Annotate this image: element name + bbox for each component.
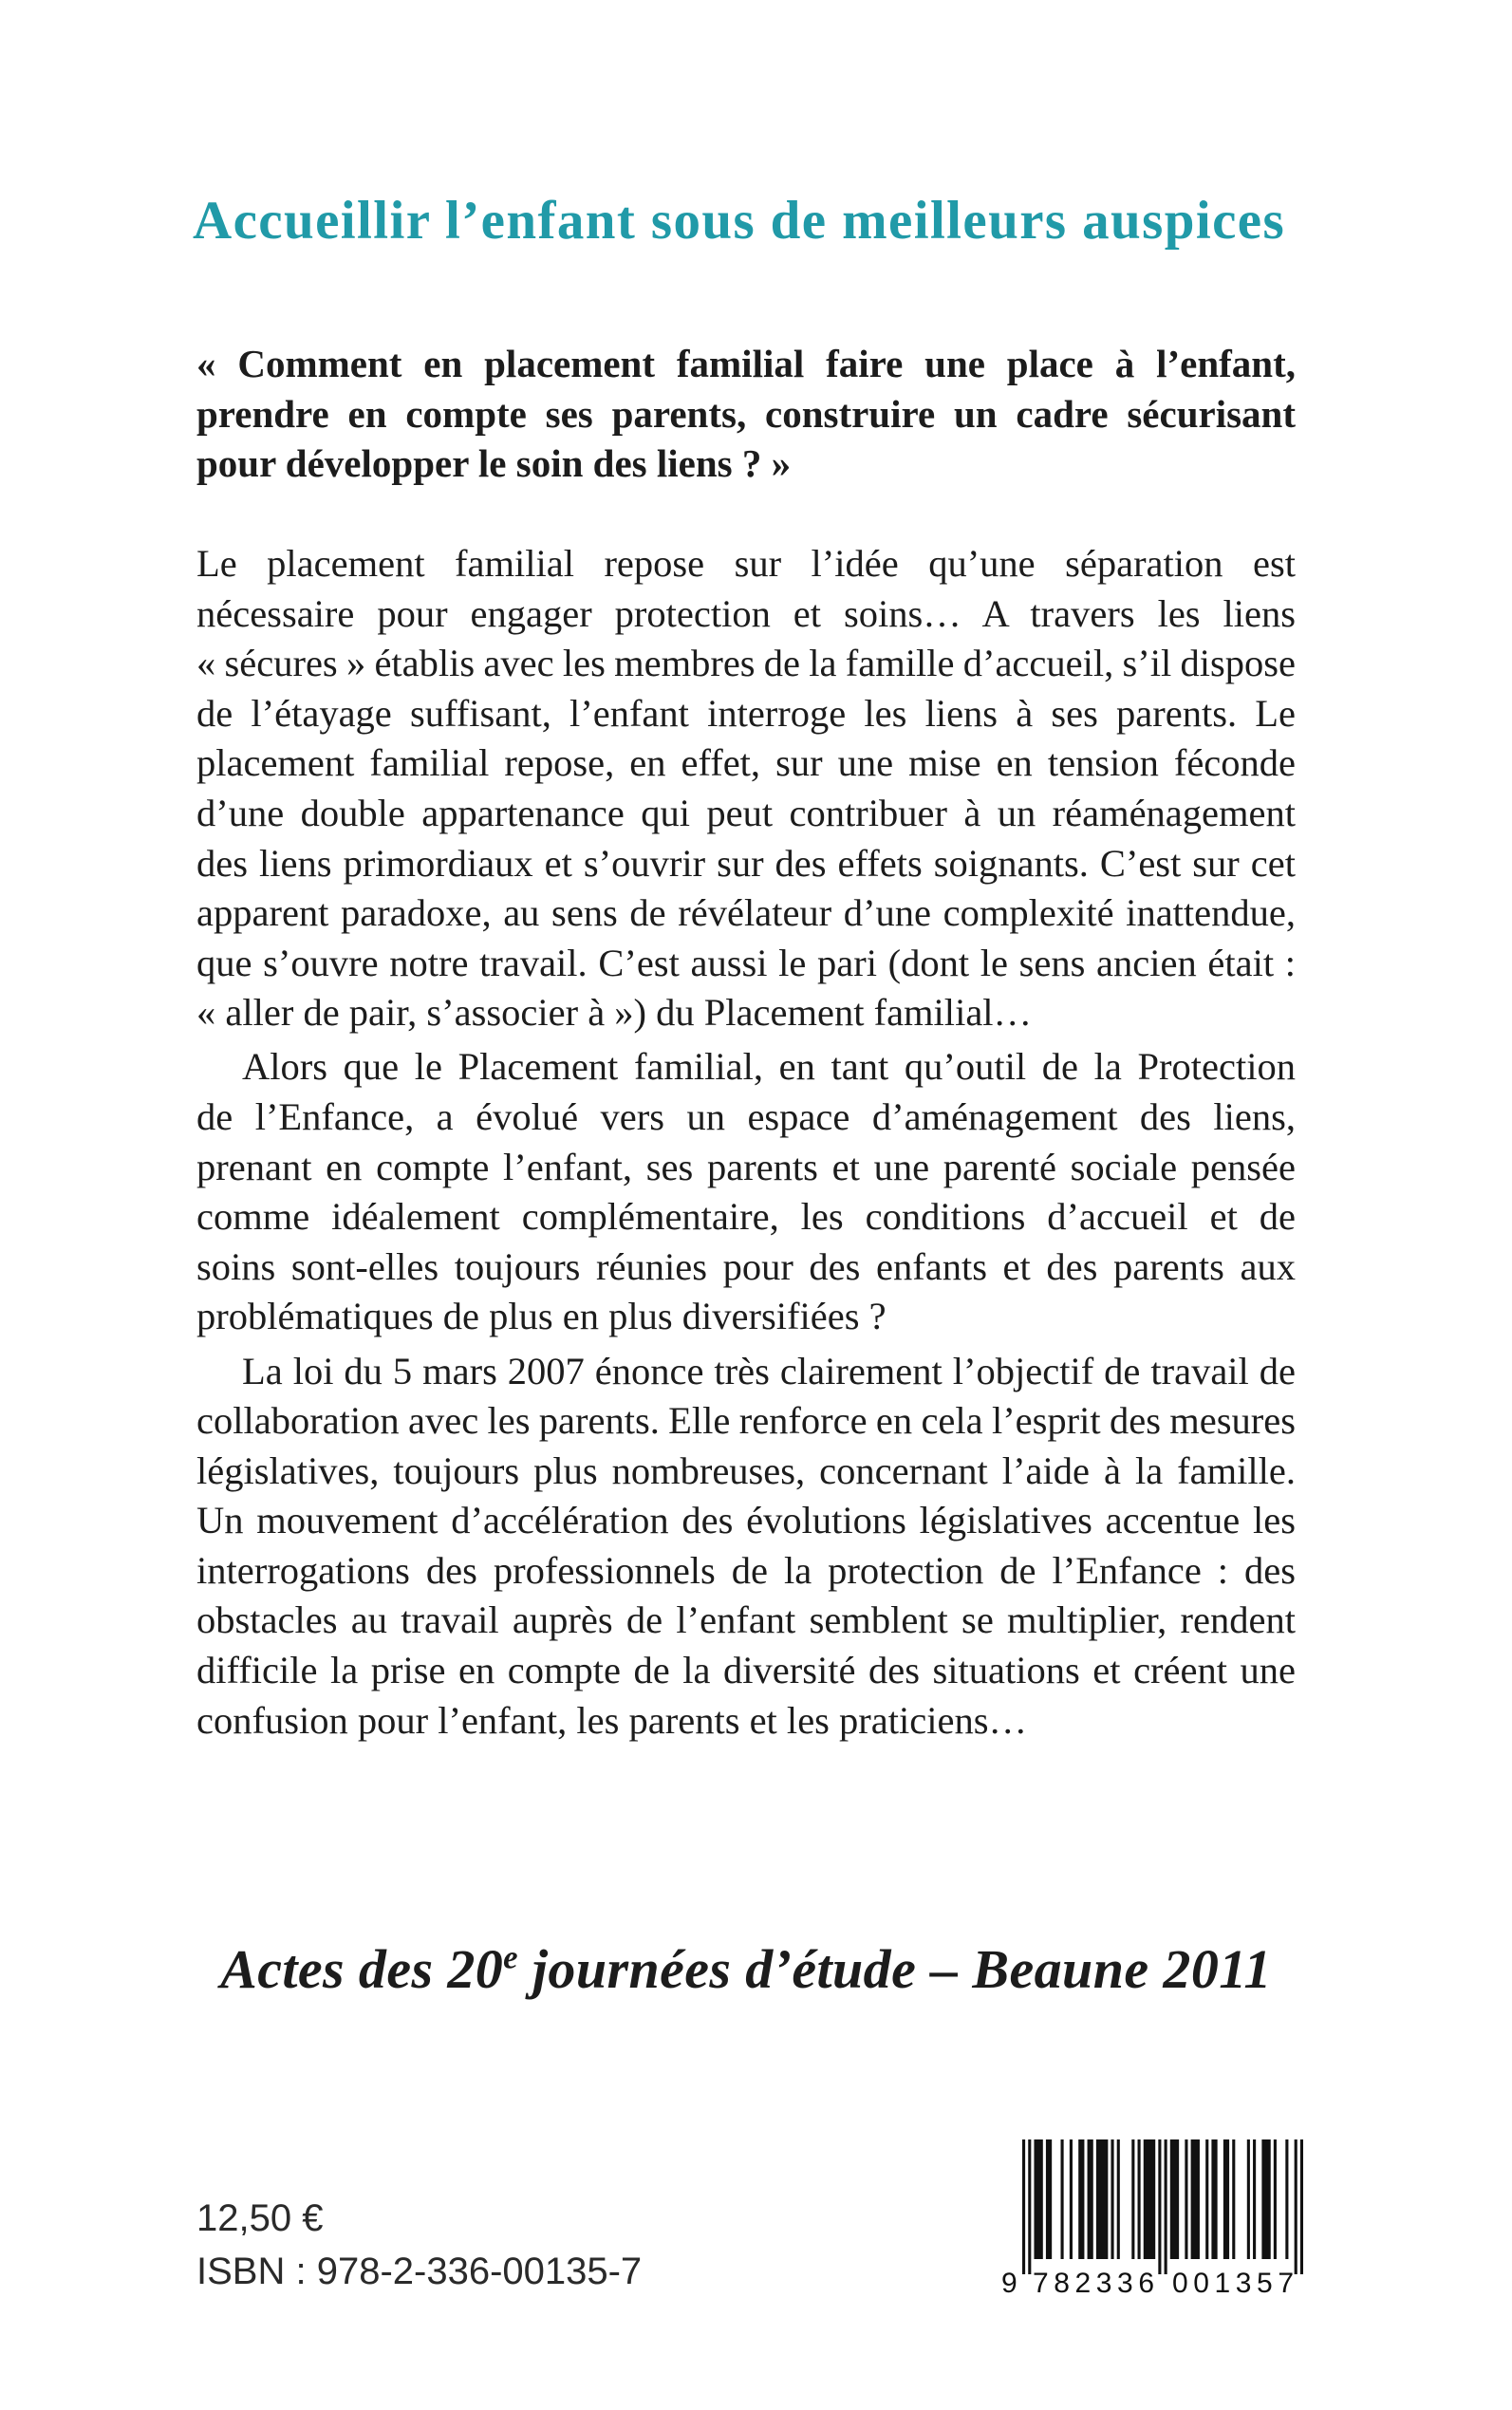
tagline — [196, 1936, 1296, 2003]
barcode-bar — [1185, 2139, 1187, 2259]
barcode-bar — [1111, 2139, 1113, 2259]
barcode-guard-bar — [1300, 2139, 1303, 2274]
body-line: de l’Enfance, a évolué vers un espace d’aménagement des liens, — [196, 1095, 1296, 1139]
barcode-bar — [1088, 2139, 1093, 2259]
tagline-start: Actes des 20 — [220, 1938, 504, 2000]
body-line: « aller de pair, s’associer à ») du Placement familial… — [196, 991, 1033, 1035]
barcode-bar — [1138, 2139, 1141, 2259]
body-line: Le placement familial repose sur l’idée qu’une séparation est — [196, 542, 1296, 585]
body-line: « sécures » établis avec les membres de la famille d’accueil, s’il dispose — [196, 642, 1296, 685]
barcode-bar — [1131, 2139, 1134, 2259]
barcode-guard-bar — [1028, 2139, 1031, 2274]
barcode-bar — [1117, 2139, 1120, 2259]
barcode-bar — [1070, 2139, 1073, 2259]
body-line: législatives, toujours plus nombreuses, concernant l’aide à la famille. — [196, 1448, 1296, 1492]
body-line: confusion pour l’enfant, les parents et les praticiens… — [196, 1698, 1027, 1742]
paragraph — [196, 1347, 1296, 1747]
barcode-guard-bar — [1295, 2139, 1297, 2274]
body-line: d’une double appartenance qui peut contribuer à un réaménagement — [196, 791, 1296, 834]
body-line: problématiques de plus en plus diversifiées ? — [196, 1295, 887, 1338]
body-line: prenant en compte l’enfant, ses parents et une parenté sociale pensée — [196, 1145, 1296, 1188]
body-line: Un mouvement d’accélération des évolutions législatives accentue les — [196, 1499, 1296, 1542]
barcode-digits-left: 782336 — [1033, 2268, 1154, 2299]
body-line: nécessaire pour engager protection et soins… A travers les liens — [196, 591, 1296, 635]
tagline-end: journées d’étude – Beaune 2011 — [518, 1938, 1272, 2000]
barcode-bar — [1223, 2139, 1229, 2259]
body-line: des liens primordiaux et s’ouvrir sur des effets soignants. C’est sur cet — [196, 841, 1296, 885]
barcode — [987, 2126, 1315, 2307]
body-line: apparent paradoxe, au sens de révélateur d’une complexité inattendue, — [196, 891, 1296, 935]
body-line: Alors que le Placement familial, en tant qu’outil de la Protection — [242, 1045, 1296, 1089]
barcode-bar — [1253, 2139, 1256, 2259]
body-line: comme idéalement complémentaire, les conditions d’accueil et de — [196, 1195, 1296, 1239]
body-line: de l’étayage suffisant, l’enfant interroge les liens à ses parents. Le — [196, 691, 1296, 735]
barcode-guard-bar — [1158, 2139, 1161, 2274]
quote-block — [196, 339, 1296, 489]
barcode-bar — [1078, 2139, 1084, 2259]
barcode-guard-bar — [1022, 2139, 1025, 2274]
barcode-bar — [1046, 2139, 1052, 2259]
barcode-bar — [1274, 2139, 1277, 2259]
barcode-bar — [1096, 2139, 1108, 2259]
quote-line: « Comment en placement familial faire une place à l’enfant, — [196, 342, 1296, 385]
barcode-digits-right: 001357 — [1172, 2268, 1294, 2299]
barcode-bar — [1144, 2139, 1155, 2259]
barcode-bar — [1034, 2139, 1042, 2259]
barcode-digit-first: 9 — [1001, 2268, 1017, 2299]
paragraph — [196, 1042, 1296, 1342]
barcode-bars — [1022, 2139, 1303, 2274]
body-text — [196, 539, 1296, 1746]
quote-line: pour développer le soin des liens ? » — [196, 441, 792, 486]
barcode-guard-bar — [1165, 2139, 1167, 2274]
barcode-bar — [1211, 2139, 1217, 2259]
barcode-bar — [1061, 2139, 1064, 2259]
barcode-bar — [1261, 2139, 1270, 2259]
barcode-bar — [1205, 2139, 1208, 2259]
barcode-bar — [1191, 2139, 1200, 2259]
body-line: collaboration avec les parents. Elle renforce en cela l’esprit des mesures — [196, 1399, 1296, 1443]
cover-title: Accueillir l’enfant sous de meilleurs auspices — [193, 191, 1286, 251]
price: 12,50 € — [196, 2197, 324, 2239]
body-line: soins sont-elles toujours réunies pour des enfants et des parents aux — [196, 1244, 1296, 1288]
body-line: La loi du 5 mars 2007 énonce très clairement l’objectif de travail de — [242, 1349, 1296, 1392]
barcode-bar — [1285, 2139, 1288, 2259]
quote-line: prendre en compte ses parents, construire un cadre sécurisant — [196, 391, 1296, 436]
tagline-superscript: e — [503, 1938, 518, 1976]
barcode-bar — [1247, 2139, 1250, 2259]
isbn: ISBN : 978-2-336-00135-7 — [196, 2251, 643, 2292]
body-line: obstacles au travail auprès de l’enfant semblent se multiplier, rendent — [196, 1598, 1296, 1642]
body-line: interrogations des professionnels de la protection de l’Enfance : des — [196, 1548, 1296, 1592]
body-line: placement familial repose, en effet, sur une mise en tension féconde — [196, 741, 1296, 785]
barcode-bar — [1232, 2139, 1235, 2259]
barcode-bar — [1170, 2139, 1179, 2259]
body-line: difficile la prise en compte de la diversité des situations et créent une — [196, 1649, 1296, 1692]
body-line: que s’ouvre notre travail. C’est aussi le pari (dont le sens ancien était : — [196, 941, 1296, 984]
paragraph — [196, 539, 1296, 1038]
